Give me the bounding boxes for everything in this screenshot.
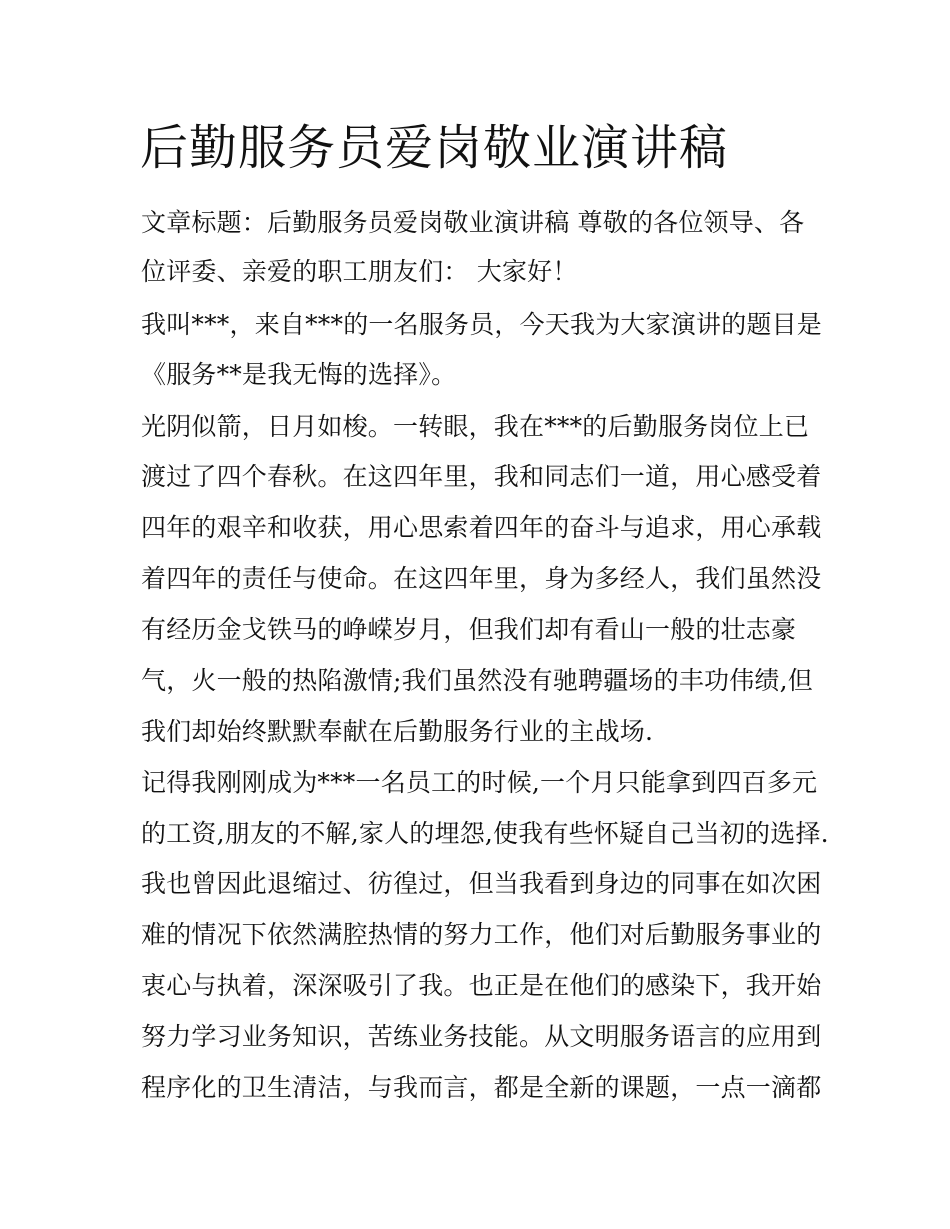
body-line-8: 着四年的责任与使命。在这四年里，身为多经人，我们虽然没: [141, 564, 822, 593]
body-line-14: 我也曾因此退缩过、彷徨过，但当我看到身边的同事在如次困: [141, 869, 822, 898]
body-line-5: 光阴似箭，日月如梭。一转眼，我在***的后勤服务岗位上已: [141, 412, 810, 441]
body-line-17: 努力学习业务知识，苦练业务技能。从文明服务语言的应用到: [141, 1022, 822, 1051]
body-line-11: 我们却始终默默奉献在后勤服务行业的主战场.: [141, 717, 654, 746]
body-line-16: 衷心与执着，深深吸引了我。也正是在他们的感染下，我开始: [141, 971, 822, 1000]
body-line-15: 难的情况下依然满腔热情的努力工作，他们对后勤服务事业的: [141, 920, 822, 949]
body-line-9: 有经历金戈铁马的峥嵘岁月，但我们却有看山一般的壮志豪: [141, 615, 797, 644]
body-line-3: 我叫***，来自***的一名服务员，今天我为大家演讲的题目是: [141, 310, 823, 339]
body-line-10: 气，火一般的热陷激情;我们虽然没有驰聘疆场的丰功伟绩,但: [141, 666, 813, 695]
body-line-1: 文章标题：后勤服务员爱岗敬业演讲稿 尊敬的各位领导、各: [141, 208, 805, 237]
body-line-7: 四年的艰辛和收获，用心思索着四年的奋斗与追求，用心承载: [141, 513, 822, 542]
body-line-2: 位评委、亲爱的职工朋友们： 大家好！: [141, 257, 578, 286]
body-line-13: 的工资,朋友的不解,家人的埋怨,使我有些怀疑自己当初的选择.: [141, 819, 829, 848]
body-line-4: 《服务**是我无悔的选择》。: [141, 360, 457, 389]
body-line-18: 程序化的卫生清洁，与我而言，都是全新的课题，一点一滴都: [141, 1073, 822, 1102]
body-line-6: 渡过了四个春秋。在这四年里，我和同志们一道，用心感受着: [141, 462, 822, 491]
document-title: 后勤服务员爱岗敬业演讲稿: [140, 120, 729, 176]
body-line-12: 记得我刚刚成为***一名员工的时候,一个月只能拿到四百多元: [141, 768, 818, 797]
